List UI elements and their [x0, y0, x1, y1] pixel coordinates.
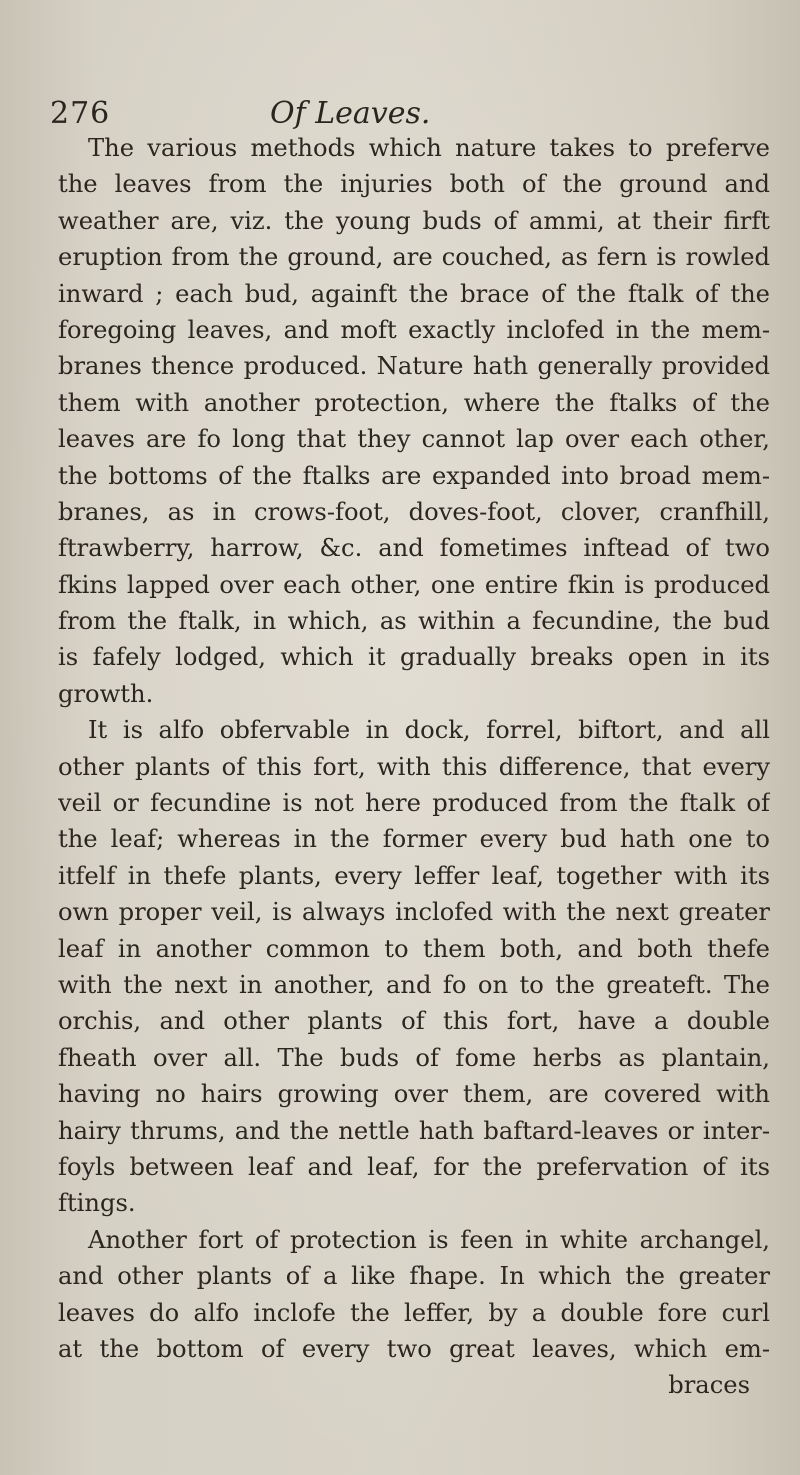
- text-line: leaf in another common to them both, and both thefe: [58, 934, 770, 963]
- text-line: ftings.: [58, 1189, 136, 1218]
- text-line: orchis, and other plants of this fort, have a double: [58, 1007, 770, 1036]
- text-line: from the ftalk, in which, as within a fecundine, the bud: [58, 607, 770, 636]
- text-line: with the next in another, and fo on to the greateft. The: [58, 970, 770, 999]
- text-line: The various methods which nature takes to preferve: [88, 134, 770, 162]
- body-text: [58, 130, 770, 1404]
- text-line: own proper veil, is always inclofed with the next greater: [58, 898, 770, 927]
- text-line: the leaves from the injuries both of the ground and: [58, 170, 770, 199]
- text-line: leaves do alfo inclofe the leffer, by a double fore curl: [58, 1298, 770, 1327]
- text-line: itfelf in thefe plants, every leffer leaf, together with its: [58, 861, 770, 890]
- text-line: veil or fecundine is not here produced from the ftalk of: [58, 789, 770, 818]
- text-line: weather are, viz. the young buds of ammi, at their firft: [58, 206, 770, 235]
- text-line: fheath over all. The buds of fome herbs as plantain,: [58, 1043, 770, 1072]
- catchword: braces: [668, 1371, 750, 1400]
- text-line: It is alfo obfervable in dock, forrel, biftort, and all: [88, 716, 770, 745]
- text-line: foyls between leaf and leaf, for the prefervation of its: [58, 1152, 770, 1181]
- text-line: foregoing leaves, and moft exactly inclofed in the mem-: [58, 315, 770, 344]
- text-line: other plants of this fort, with this difference, that every: [58, 752, 770, 781]
- text-line: growth.: [58, 679, 154, 708]
- running-head: Of Leaves.: [270, 96, 431, 131]
- text-line: is fafely lodged, which it gradually breaks open in its: [58, 643, 770, 672]
- text-line: hairy thrums, and the nettle hath baftard-leaves or inter-: [58, 1116, 770, 1145]
- text-line: leaves are fo long that they cannot lap over each other,: [58, 425, 770, 454]
- text-line: ftrawberry, harrow, &c. and fometimes inftead of two: [58, 534, 770, 563]
- text-line: them with another protection, where the ftalks of the: [58, 388, 770, 417]
- text-line: inward ; each bud, againft the brace of the ftalk of the: [58, 279, 770, 308]
- text-line: fkins lapped over each other, one entire fkin is produced: [58, 570, 770, 599]
- text-line: and other plants of a like fhape. In which the greater: [58, 1262, 770, 1291]
- text-line: eruption from the ground, are couched, as fern is rowled: [58, 243, 770, 272]
- text-line: at the bottom of every two great leaves, which em-: [58, 1334, 770, 1363]
- text-line: the leaf; whereas in the former every bud hath one to: [58, 825, 770, 854]
- page-number: 276: [50, 96, 111, 131]
- text-line: branes thence produced. Nature hath generally provided: [58, 352, 770, 381]
- text-line: having no hairs growing over them, are covered with: [58, 1080, 770, 1109]
- text-line: the bottoms of the ftalks are expanded into broad mem-: [58, 461, 770, 490]
- text-line: Another fort of protection is feen in white archangel,: [88, 1225, 770, 1254]
- text-line: branes, as in crows-foot, doves-foot, clover, cranfhill,: [58, 497, 770, 526]
